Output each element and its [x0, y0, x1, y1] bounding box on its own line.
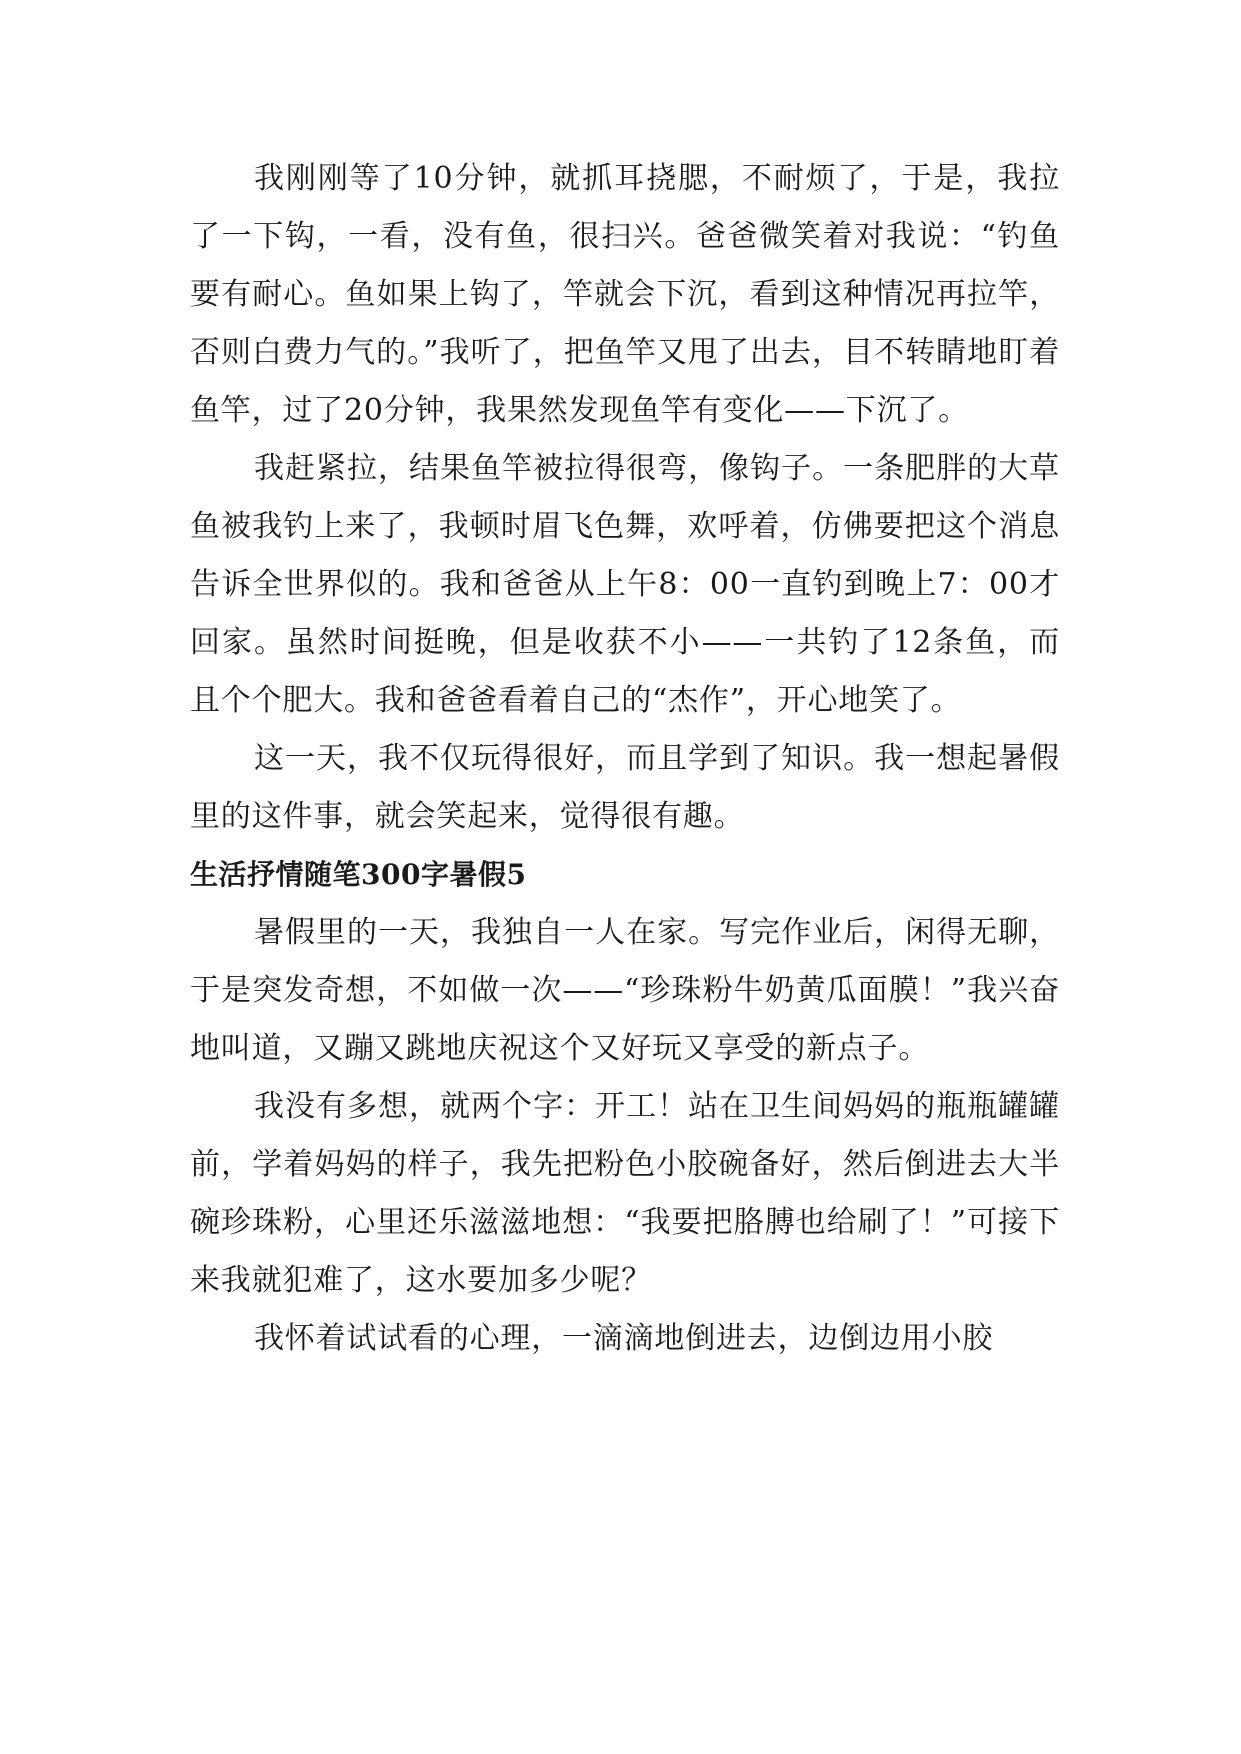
paragraph-3: 这一天，我不仅玩得很好，而且学到了知识。我一想起暑假里的这件事，就会笑起来，觉得很有趣。 [190, 741, 1060, 834]
paragraph-2: 我赶紧拉，结果鱼竿被拉得很弯，像钩子。一条肥胖的大草鱼被我钓上来了，我顿时眉飞色舞，欢呼着，仿佛要把这个消息告诉全世界似的。我和爸爸从上午8：00一直钓到晚上7：00才回家。虽然时间挺晚，但是收获不小——一共钓了12条鱼，而且个个肥大。我和爸爸看着自己的“杰作”，开心地笑了。 [190, 451, 1060, 718]
paragraph-6: 我怀着试试看的心理，一滴滴地倒进去，边倒边用小胶 [254, 1321, 994, 1356]
document-body [190, 150, 1060, 1368]
paragraph-1: 我刚刚等了10分钟，就抓耳挠腮，不耐烦了，于是，我拉了一下钩，一看，没有鱼，很扫兴。爸爸微笑着对我说：“钓鱼要有耐心。鱼如果上钩了，竿就会下沉，看到这种情况再拉竿，否则白费力气的。”我听了，把鱼竿又甩了出去，目不转睛地盯着鱼竿，过了20分钟，我果然发现鱼竿有变化——下沉了。 [190, 161, 1060, 428]
section-heading: 生活抒情随笔300字暑假5 [190, 858, 527, 891]
paragraph-5: 我没有多想，就两个字：开工！站在卫生间妈妈的瓶瓶罐罐前，学着妈妈的样子，我先把粉色小胶碗备好，然后倒进去大半碗珍珠粉，心里还乐滋滋地想：“我要把胳膊也给刷了！”可接下来我就犯难了，这水要加多少呢？ [190, 1089, 1060, 1298]
paragraph-4: 暑假里的一天，我独自一人在家。写完作业后，闲得无聊，于是突发奇想，不如做一次——“珍珠粉牛奶黄瓜面膜！”我兴奋地叫道，又蹦又跳地庆祝这个又好玩又享受的新点子。 [190, 915, 1060, 1066]
